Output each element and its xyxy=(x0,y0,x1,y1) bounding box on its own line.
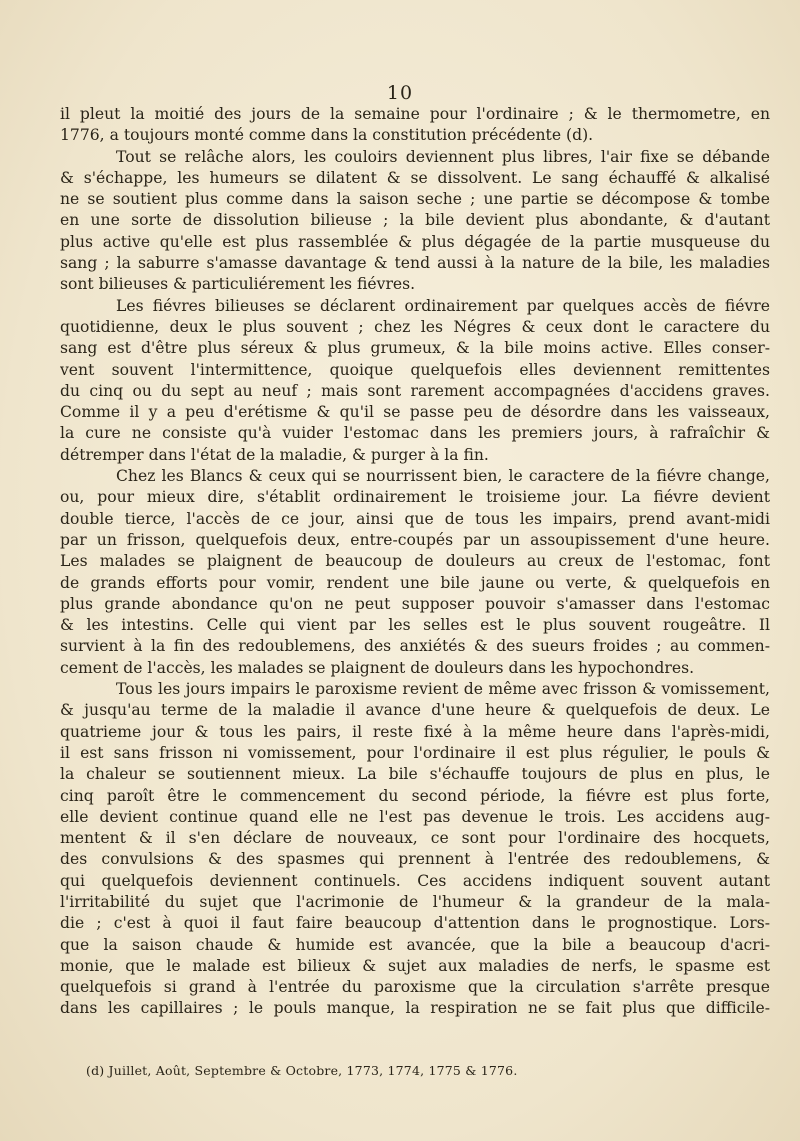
text-line: double tierce, l'accès de ce jour, ainsi que de tous les impairs, prend avant-midi xyxy=(60,509,770,528)
text-line: cement de l'accès, les malades se plaignent de douleurs dans les hypochondres. xyxy=(60,658,695,677)
text-line: die ; c'est à quoi il faut faire beaucoup d'attention dans le prognostique. Lors- xyxy=(60,914,770,933)
text-line: de grands efforts pour vomir, rendent une bile jaune ou verte, & quelquefois en xyxy=(60,573,770,592)
text-line: elle devient continue quand elle ne l'est pas devenue le trois. Les accidens aug- xyxy=(60,807,770,826)
text-line: & jusqu'au terme de la maladie il avance d'une heure & quelquefois de deux. Le xyxy=(60,701,770,720)
text-line: sang est d'être plus séreux & plus grumeux, & la bile moins active. Elles conser- xyxy=(60,339,770,358)
text-line: des convulsions & des spasmes qui prennent à l'entrée des redoublemens, & xyxy=(60,850,770,869)
text-line: monie, que le malade est bilieux & sujet aux maladies de nerfs, le spasme est xyxy=(60,956,770,975)
text-line: 1776, a toujours monté comme dans la constitution précédente (d). xyxy=(60,126,594,145)
text-line: en une sorte de dissolution bilieuse ; la bile devient plus abondante, & d'autant xyxy=(60,211,770,230)
text-line: mentent & il s'en déclare de nouveaux, ce sont pour l'ordinaire des hocquets, xyxy=(60,829,770,848)
text-line: vent souvent l'intermittence, quoique quelquefois elles deviennent remittentes xyxy=(60,360,770,379)
body-text xyxy=(60,104,770,1020)
text-line: Comme il y a peu d'erétisme & qu'il se passe peu de désordre dans les vaisseaux, xyxy=(60,403,770,422)
text-line: la chaleur se soutiennent mieux. La bile s'échauffe toujours de plus en plus, le xyxy=(60,765,770,784)
text-line: quelquefois si grand à l'entrée du paroxisme que la circulation s'arrête presque xyxy=(60,978,770,997)
text-line: sang ; la saburre s'amasse davantage & tend aussi à la nature de la bile, les maladies xyxy=(60,254,770,273)
text-line: cinq paroît être le commencement du second période, la fiévre est plus forte, xyxy=(60,786,770,805)
text-line: Les malades se plaignent de beaucoup de douleurs au creux de l'estomac, font xyxy=(60,552,770,571)
footnote: (d) Juillet, Août, Septembre & Octobre, 1773, 1774, 1775 & 1776. xyxy=(86,1063,518,1078)
page-number: 10 xyxy=(386,82,414,104)
text-line: l'irritabilité du sujet que l'acrimonie de l'humeur & la grandeur de la mala- xyxy=(60,892,770,911)
text-line: détremper dans l'état de la maladie, & purger à la fin. xyxy=(60,445,489,464)
text-line: qui quelquefois deviennent continuels. Ces accidens indiquent souvent autant xyxy=(60,871,770,890)
text-line: ou, pour mieux dire, s'établit ordinairement le troisieme jour. La fiévre devient xyxy=(60,488,770,507)
text-line: il pleut la moitié des jours de la semaine pour l'ordinaire ; & le thermometre, en xyxy=(60,105,770,123)
text-line: & les intestins. Celle qui vient par les selles est le plus souvent rougeâtre. Il xyxy=(60,616,770,635)
text-line: Tout se relâche alors, les couloirs deviennent plus libres, l'air fixe se débande xyxy=(116,147,770,166)
text-line: ne se soutient plus comme dans la saison seche ; une partie se décompose & tombe xyxy=(60,190,770,209)
text-line: quatrieme jour & tous les pairs, il reste fixé à la même heure dans l'après-midi, xyxy=(60,722,770,741)
text-line: que la saison chaude & humide est avancée, que la bile a beaucoup d'acri- xyxy=(60,935,770,954)
text-line: par un frisson, quelquefois deux, entre-coupés par un assoupissement d'une heure. xyxy=(60,530,770,549)
text-line: dans les capillaires ; le pouls manque, la respiration ne se fait plus que difficile- xyxy=(60,999,770,1018)
text-line: Les fiévres bilieuses se déclarent ordinairement par quelques accès de fiévre xyxy=(116,296,770,315)
text-line: la cure ne consiste qu'à vuider l'estomac dans les premiers jours, à rafraîchir & xyxy=(60,424,770,443)
text-line: & s'échappe, les humeurs se dilatent & se dissolvent. Le sang échauffé & alkalisé xyxy=(60,168,770,187)
text-line: plus grande abondance qu'on ne peut supposer pouvoir s'amasser dans l'estomac xyxy=(60,594,770,613)
text-line: plus active qu'elle est plus rassemblée & plus dégagée de la partie musqueuse du xyxy=(60,232,770,251)
text-line: il est sans frisson ni vomissement, pour l'ordinaire il est plus régulier, le pouls & xyxy=(60,743,770,762)
text-line: sont bilieuses & particuliérement les fiévres. xyxy=(60,275,416,294)
text-line: du cinq ou du sept au neuf ; mais sont rarement accompagnées d'accidens graves. xyxy=(60,381,770,400)
text-line: Chez les Blancs & ceux qui se nourrissent bien, le caractere de la fiévre change, xyxy=(116,467,770,486)
text-line: quotidienne, deux le plus souvent ; chez les Négres & ceux dont le caractere du xyxy=(60,317,770,336)
text-line: survient à la fin des redoublemens, des anxiétés & des sueurs froides ; au commen- xyxy=(60,637,770,656)
text-line: Tous les jours impairs le paroxisme revient de même avec frisson & vomissement, xyxy=(116,680,770,699)
